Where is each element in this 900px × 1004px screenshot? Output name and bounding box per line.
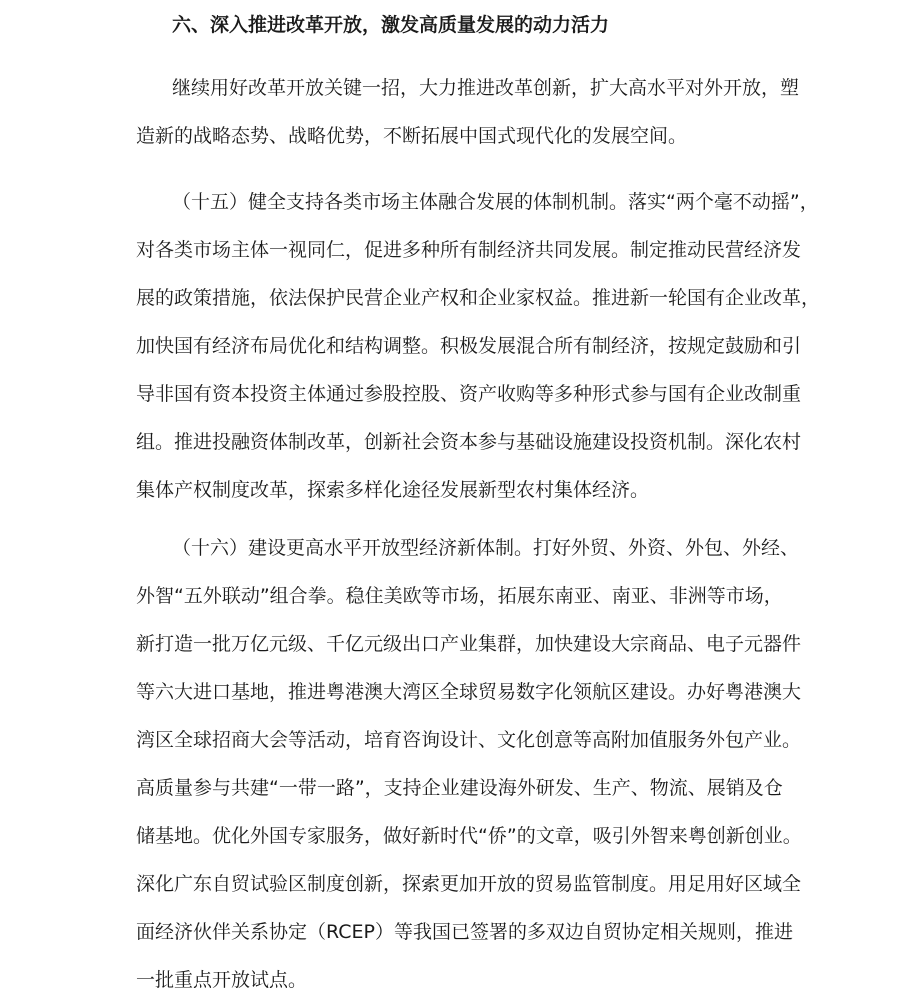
paragraph-line: （十五）健全支持各类市场主体融合发展的体制机制。落实“两个毫不动摇”， (172, 191, 819, 213)
paragraph-line: 对各类市场主体一视同仁，促进多种所有制经济共同发展。制定推动民营经济发 (136, 239, 802, 261)
paragraph-line: 深化广东自贸试验区制度创新，探索更加开放的贸易监管制度。用足用好区域全 (136, 873, 802, 895)
paragraph-line: 一批重点开放试点。 (136, 969, 308, 991)
paragraph-line: 加快国有经济布局优化和结构调整。积极发展混合所有制经济，按规定鼓励和引 (136, 335, 802, 357)
paragraph-item-16 (136, 524, 802, 1004)
paragraph-line: 湾区全球招商大会等活动，培育咨询设计、文化创意等高附加值服务外包产业。 (136, 729, 802, 751)
paragraph-line: 集体产权制度改革，探索多样化途径发展新型农村集体经济。 (136, 479, 650, 501)
paragraph-line: 导非国有资本投资主体通过参股控股、资产收购等多种形式参与国有企业改制重 (136, 383, 802, 405)
paragraph-line: （十六）建设更高水平开放型经济新体制。打好外贸、外资、外包、外经、 (172, 537, 800, 559)
paragraph-line: 展的政策措施，依法保护民营企业产权和企业家权益。推进新一轮国有企业改革， (136, 287, 821, 309)
paragraph-line: 组。推进投融资体制改革，创新社会资本参与基础设施建设投资机制。深化农村 (136, 431, 802, 453)
paragraph-line: 继续用好改革开放关键一招，大力推进改革创新，扩大高水平对外开放，塑 (172, 77, 800, 99)
paragraph-line: 等六大进口基地，推进粤港澳大湾区全球贸易数字化领航区建设。办好粤港澳大 (136, 681, 802, 703)
paragraph-line: 高质量参与共建“一带一路”，支持企业建设海外研发、生产、物流、展销及仓 (136, 777, 783, 799)
paragraph-line: 造新的战略态势、战略优势，不断拓展中国式现代化的发展空间。 (136, 125, 688, 147)
section-heading: 六、深入推进改革开放，激发高质量发展的动力活力 (172, 14, 610, 36)
paragraph-item-15 (136, 178, 821, 514)
paragraph-line: 面经济伙伴关系协定（RCEP）等我国已签署的多双边自贸协定相关规则，推进 (136, 921, 793, 943)
paragraph-line: 储基地。优化外国专家服务，做好新时代“侨”的文章，吸引外智来粤创新创业。 (136, 825, 802, 847)
paragraph-line: 新打造一批万亿元级、千亿元级出口产业集群，加快建设大宗商品、电子元器件 (136, 633, 802, 655)
paragraph-intro (136, 64, 800, 160)
paragraph-line: 外智“五外联动”组合拳。稳住美欧等市场，拓展东南亚、南亚、非洲等市场， (136, 585, 783, 607)
